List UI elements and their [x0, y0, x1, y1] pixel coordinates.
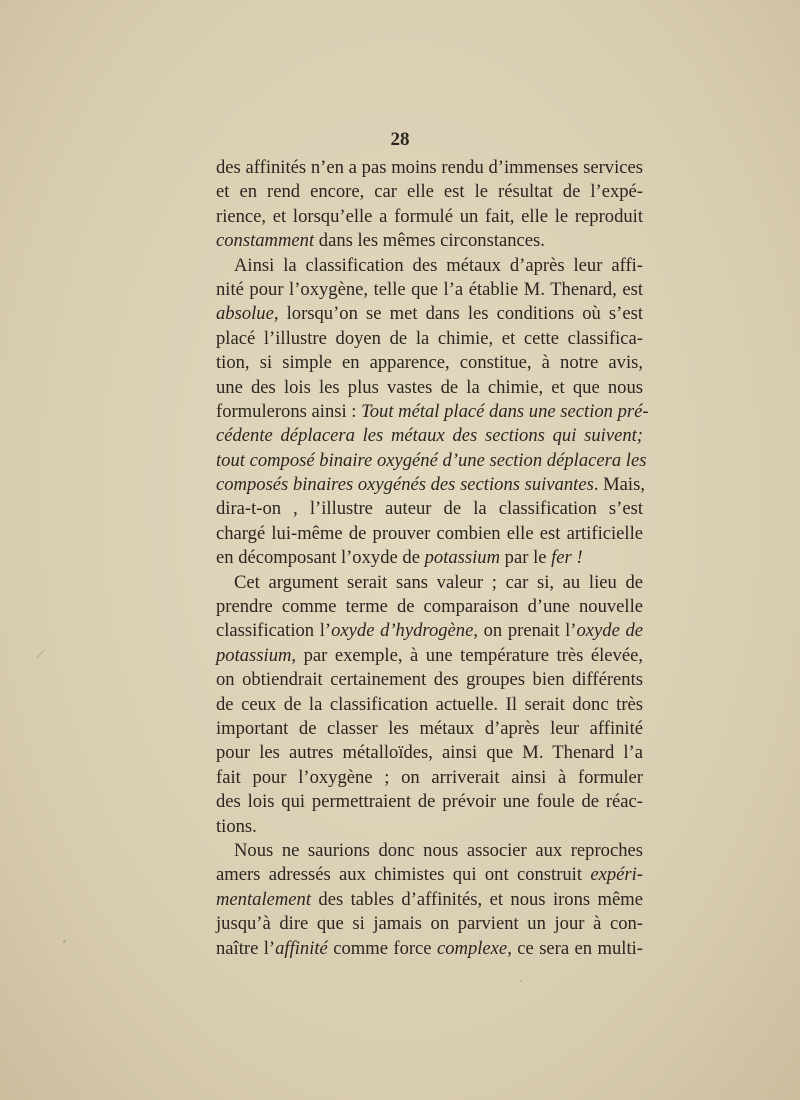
text-segment: jusqu’à dire que si jamais on parvient un jour à con- [216, 913, 643, 935]
italic-text: constamment [216, 230, 315, 252]
text-segment: chargé lui-même de prouver combien elle est artificielle [216, 522, 643, 544]
text-line [216, 937, 643, 961]
body-text [216, 156, 649, 961]
text-segment: Ainsi la classification des métaux d’après leur affi- [234, 254, 643, 276]
text-line [216, 497, 643, 521]
text-line [216, 400, 649, 424]
italic-text: oxyde d’hydrogène [331, 620, 474, 642]
text-segment: formulerons ainsi : [216, 400, 362, 422]
italic-text: expéri- [590, 864, 643, 886]
paper-speck [36, 649, 44, 659]
text-segment: comme force [327, 937, 437, 959]
italic-text: complexe [436, 937, 508, 959]
text-segment: des tables d’affinités, et nous irons même [311, 888, 643, 910]
text-line [216, 790, 643, 814]
text-segment: Cet argument serait sans valeur ; car si, au lieu de [234, 571, 643, 593]
italic-text: tout composé binaire oxygéné d’une section déplacera les [216, 449, 647, 471]
paper-speck [520, 980, 522, 982]
italic-text: potassium [424, 547, 501, 569]
italic-text: composés binaires oxygénés des sections suivantes [216, 474, 594, 496]
text-segment: Nous ne saurions donc nous associer aux reproches [234, 839, 643, 861]
text-line [216, 863, 643, 887]
italic-text: affinité [275, 937, 328, 959]
text-segment: , par exemple, à une température très élevée, [291, 644, 643, 666]
text-line [216, 254, 643, 278]
text-segment: tion, si simple en apparence, constitue, à notre avis, [216, 352, 643, 374]
text-segment: des lois qui permettraient de prévoir une foule de réac- [216, 791, 643, 813]
text-line [216, 205, 643, 229]
text-segment: naître l’ [216, 937, 276, 959]
italic-text: cédente déplacera les métaux des sections qui suivent; [216, 425, 643, 447]
text-segment: classification l’ [216, 620, 332, 642]
text-segment: , lorsqu’on se met dans les conditions où s’est [273, 303, 643, 325]
italic-text: mentalement [216, 888, 312, 910]
text-segment: nité pour l’oxygène, telle que l’a établie M. Thenard, est [216, 278, 643, 300]
text-segment: amers adressés aux chimistes qui ont construit [216, 864, 591, 886]
text-line [216, 717, 643, 741]
text-segment: on obtiendrait certainement des groupes bien différents [216, 669, 643, 691]
text-line [216, 815, 643, 839]
text-line [216, 644, 643, 668]
text-line [216, 668, 643, 692]
text-segment: dans les mêmes circonstances. [314, 230, 545, 252]
text-line [216, 912, 643, 936]
text-line [216, 449, 647, 473]
text-line [216, 693, 643, 717]
italic-text: oxyde de [576, 620, 643, 642]
text-segment: et en rend encore, car elle est le résultat de l’expé- [216, 181, 643, 203]
text-line [216, 180, 643, 204]
text-line [216, 888, 643, 912]
text-segment: en décomposant l’oxyde de [216, 547, 425, 569]
text-line [216, 741, 643, 765]
text-segment: rience, et lorsqu’elle a formulé un fait, elle le reproduit [216, 205, 643, 227]
text-line [216, 619, 643, 643]
text-line [216, 546, 643, 570]
text-segment: placé l’illustre doyen de la chimie, et cette classifica- [216, 327, 643, 349]
page-number: 28 [390, 129, 410, 150]
text-line [216, 327, 643, 351]
text-segment: des affinités n’en a pas moins rendu d’immenses services [216, 157, 643, 178]
text-segment: une des lois les plus vastes de la chimie, et que nous [216, 376, 643, 398]
text-segment: dira-t-on , l’illustre auteur de la classification s’est [216, 498, 643, 520]
text-line [216, 473, 643, 497]
text-line [216, 351, 643, 375]
text-line [216, 522, 643, 546]
text-segment: prendre comme terme de comparaison d’une nouvelle [216, 596, 643, 618]
text-line [216, 278, 643, 302]
text-segment: tions. [216, 815, 257, 837]
paper-speck [63, 940, 66, 943]
text-segment: important de classer les métaux d’après leur affinité [216, 717, 643, 739]
text-line [216, 766, 643, 790]
text-line [216, 376, 643, 400]
text-segment: . Mais, [593, 474, 645, 496]
text-segment: , ce sera en multi- [507, 937, 643, 959]
text-segment: par le [500, 547, 552, 569]
text-line [216, 839, 643, 863]
text-line [216, 302, 643, 326]
text-segment: fait pour l’oxygène ; on arriverait ainsi à formuler [216, 766, 643, 788]
text-line [216, 156, 643, 180]
text-line [216, 595, 643, 619]
italic-text: potassium [216, 644, 292, 666]
text-line [216, 424, 643, 448]
text-segment: de ceux de la classification actuelle. Il serait donc très [216, 693, 643, 715]
italic-text: absolue [216, 303, 274, 325]
text-segment: , on prenait l’ [473, 620, 577, 642]
italic-text: fer ! [551, 547, 583, 569]
text-segment: pour les autres métalloïdes, ainsi que M. Thenard l’a [216, 742, 643, 764]
text-line [216, 571, 643, 595]
text-line [216, 229, 643, 253]
italic-text: Tout métal placé dans une section pré- [361, 400, 649, 422]
